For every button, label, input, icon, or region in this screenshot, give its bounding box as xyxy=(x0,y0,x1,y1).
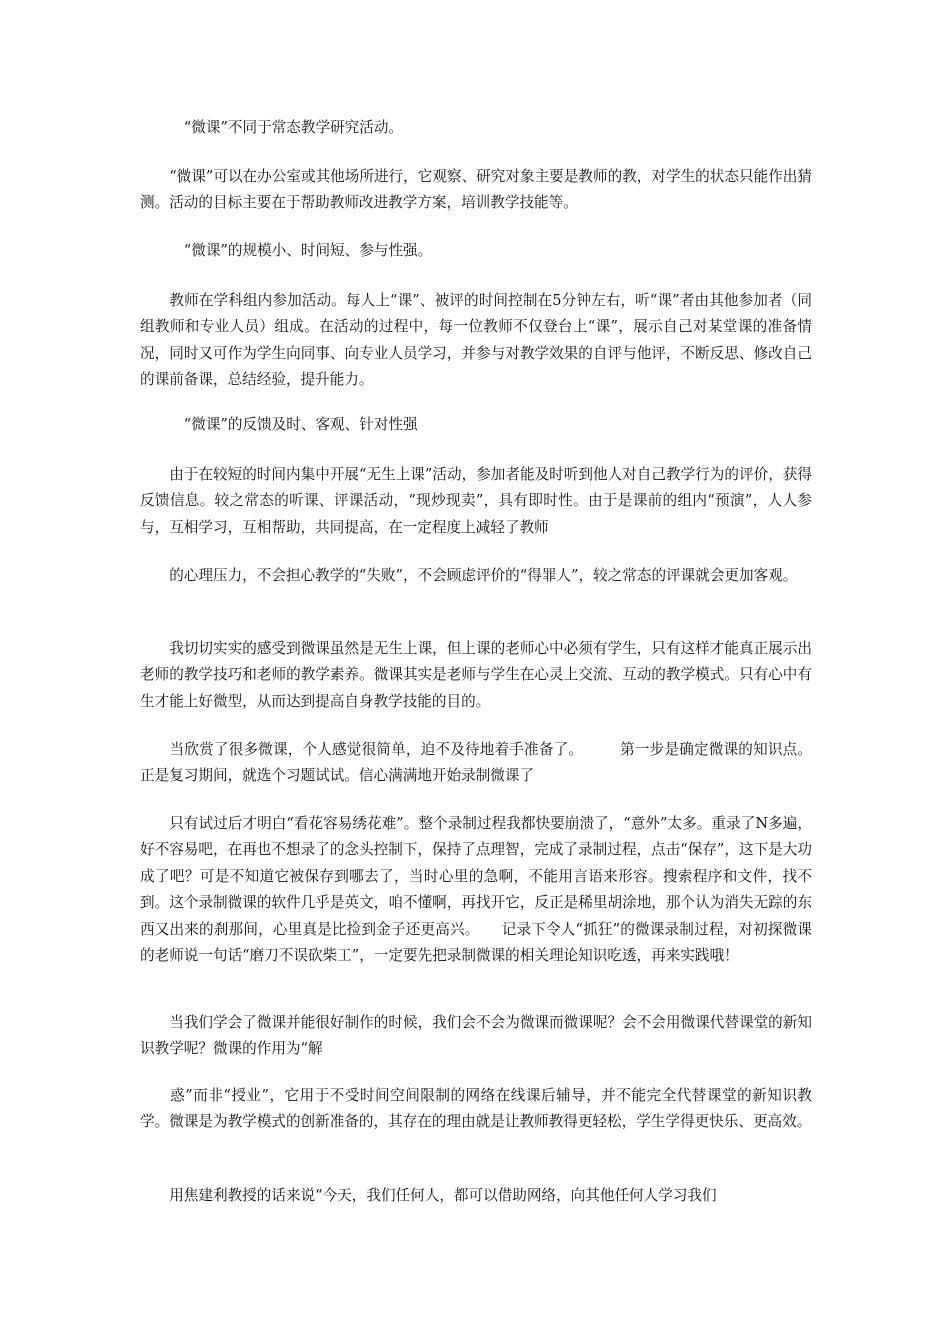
paragraph-heading-difference: “微课”不同于常态教学研究活动。 xyxy=(140,119,404,136)
paragraph-heading-scale: “微课”的规模小、时间短、参与性强。 xyxy=(140,242,433,259)
paragraph-recording-experience: 只有试过后才明白“看花容易绣花难”。整个录制过程我都快要崩溃了，“意外”太多。重录了N多遍，好不容易吧，在再也不想录了的念头控制下，保持了点理智，完成了录制过程，点击“保存”，这下是大功成了吧？可是不知道它被保存到哪去了，当时心里的急啊，不能用言语来形容。搜索程序和文件，找不到。这个录制微课的软件几乎是英文，咱不懂啊，再找开它，反正是稀里胡涂地，那个认为消失无踪的东西又出来的刹那间，心里真是比捡到金子还更高兴。 记录下令人“抓狂”的微课录制过程，对初探微课的老师说一句话“磨刀不误砍柴工”，一定要先把录制微课的相关理论知识吃透，再来实践哦！ xyxy=(140,815,812,965)
paragraph-office-observation: “微课”可以在办公室或其他场所进行，它观察、研究对象主要是教师的教，对学生的状态只能作出猜测。活动的目标主要在于帮助教师改进教学方案，培训教学技能等。 xyxy=(140,168,812,212)
paragraph-pressure: 的心理压力，不会担心教学的“失败”，不会顾虑评价的“得罪人”，较之常态的评课就会更加客观。 xyxy=(140,567,798,584)
paragraph-heading-feedback: “微课”的反馈及时、客观、针对性强 xyxy=(140,416,418,433)
paragraph-feeling: 我切切实实的感受到微课虽然是无生上课，但上课的老师心中必须有学生，只有这样才能真正展示出老师的教学技巧和老师的教学素养。微课其实是老师与学生在心灵上交流、互动的教学模式。只有心中有生才能上好微型，从而达到提高自身教学技能的目的。 xyxy=(140,640,812,710)
paragraph-purpose: 惑”而非“授业”，它用于不受时间空间限制的网络在线课后辅导，并不能完全代替课堂的新知识教学。微课是为教学模式的创新准备的，其存在的理由就是让教师教得更轻松，学生学得更快乐、更高效。 xyxy=(140,1087,812,1131)
paragraph-group-activity: 教师在学科组内参加活动。每人上“课”、被评的时间控制在5分钟左右，听“课”者由其他参加者（同组教师和专业人员）组成。在活动的过程中，每一位教师不仅登台上“课”，展示自己对某堂课的准备情况，同时又可作为学生向同事、向专业人员学习，并参与对教学效果的自评与他评，不断反思、修改自己的课前备课，总结经验，提升能力。 xyxy=(140,292,812,389)
paragraph-first-step: 当欣赏了很多微课，个人感觉很简单，迫不及待地着手准备了。 第一步是确定微课的知识点。正是复习期间，就选个习题试试。信心满满地开始录制微课了 xyxy=(140,741,812,785)
paragraph-question: 当我们学会了微课并能很好制作的时候，我们会不会为微课而微课呢？会不会用微课代替课堂的新知识教学呢？微课的作用为“解 xyxy=(140,1014,812,1058)
paragraph-feedback-detail: 由于在较短的时间内集中开展“无生上课”活动，参加者能及时听到他人对自己教学行为的评价，获得反馈信息。较之常态的听课、评课活动，“现炒现卖”，具有即时性。由于是课前的组内“预演”，人人参与，互相学习，互相帮助，共同提高，在一定程度上减轻了教师 xyxy=(140,466,812,536)
paragraph-quote: 用焦建利教授的话来说“今天，我们任何人，都可以借助网络，向其他任何人学习我们 xyxy=(140,1187,717,1204)
